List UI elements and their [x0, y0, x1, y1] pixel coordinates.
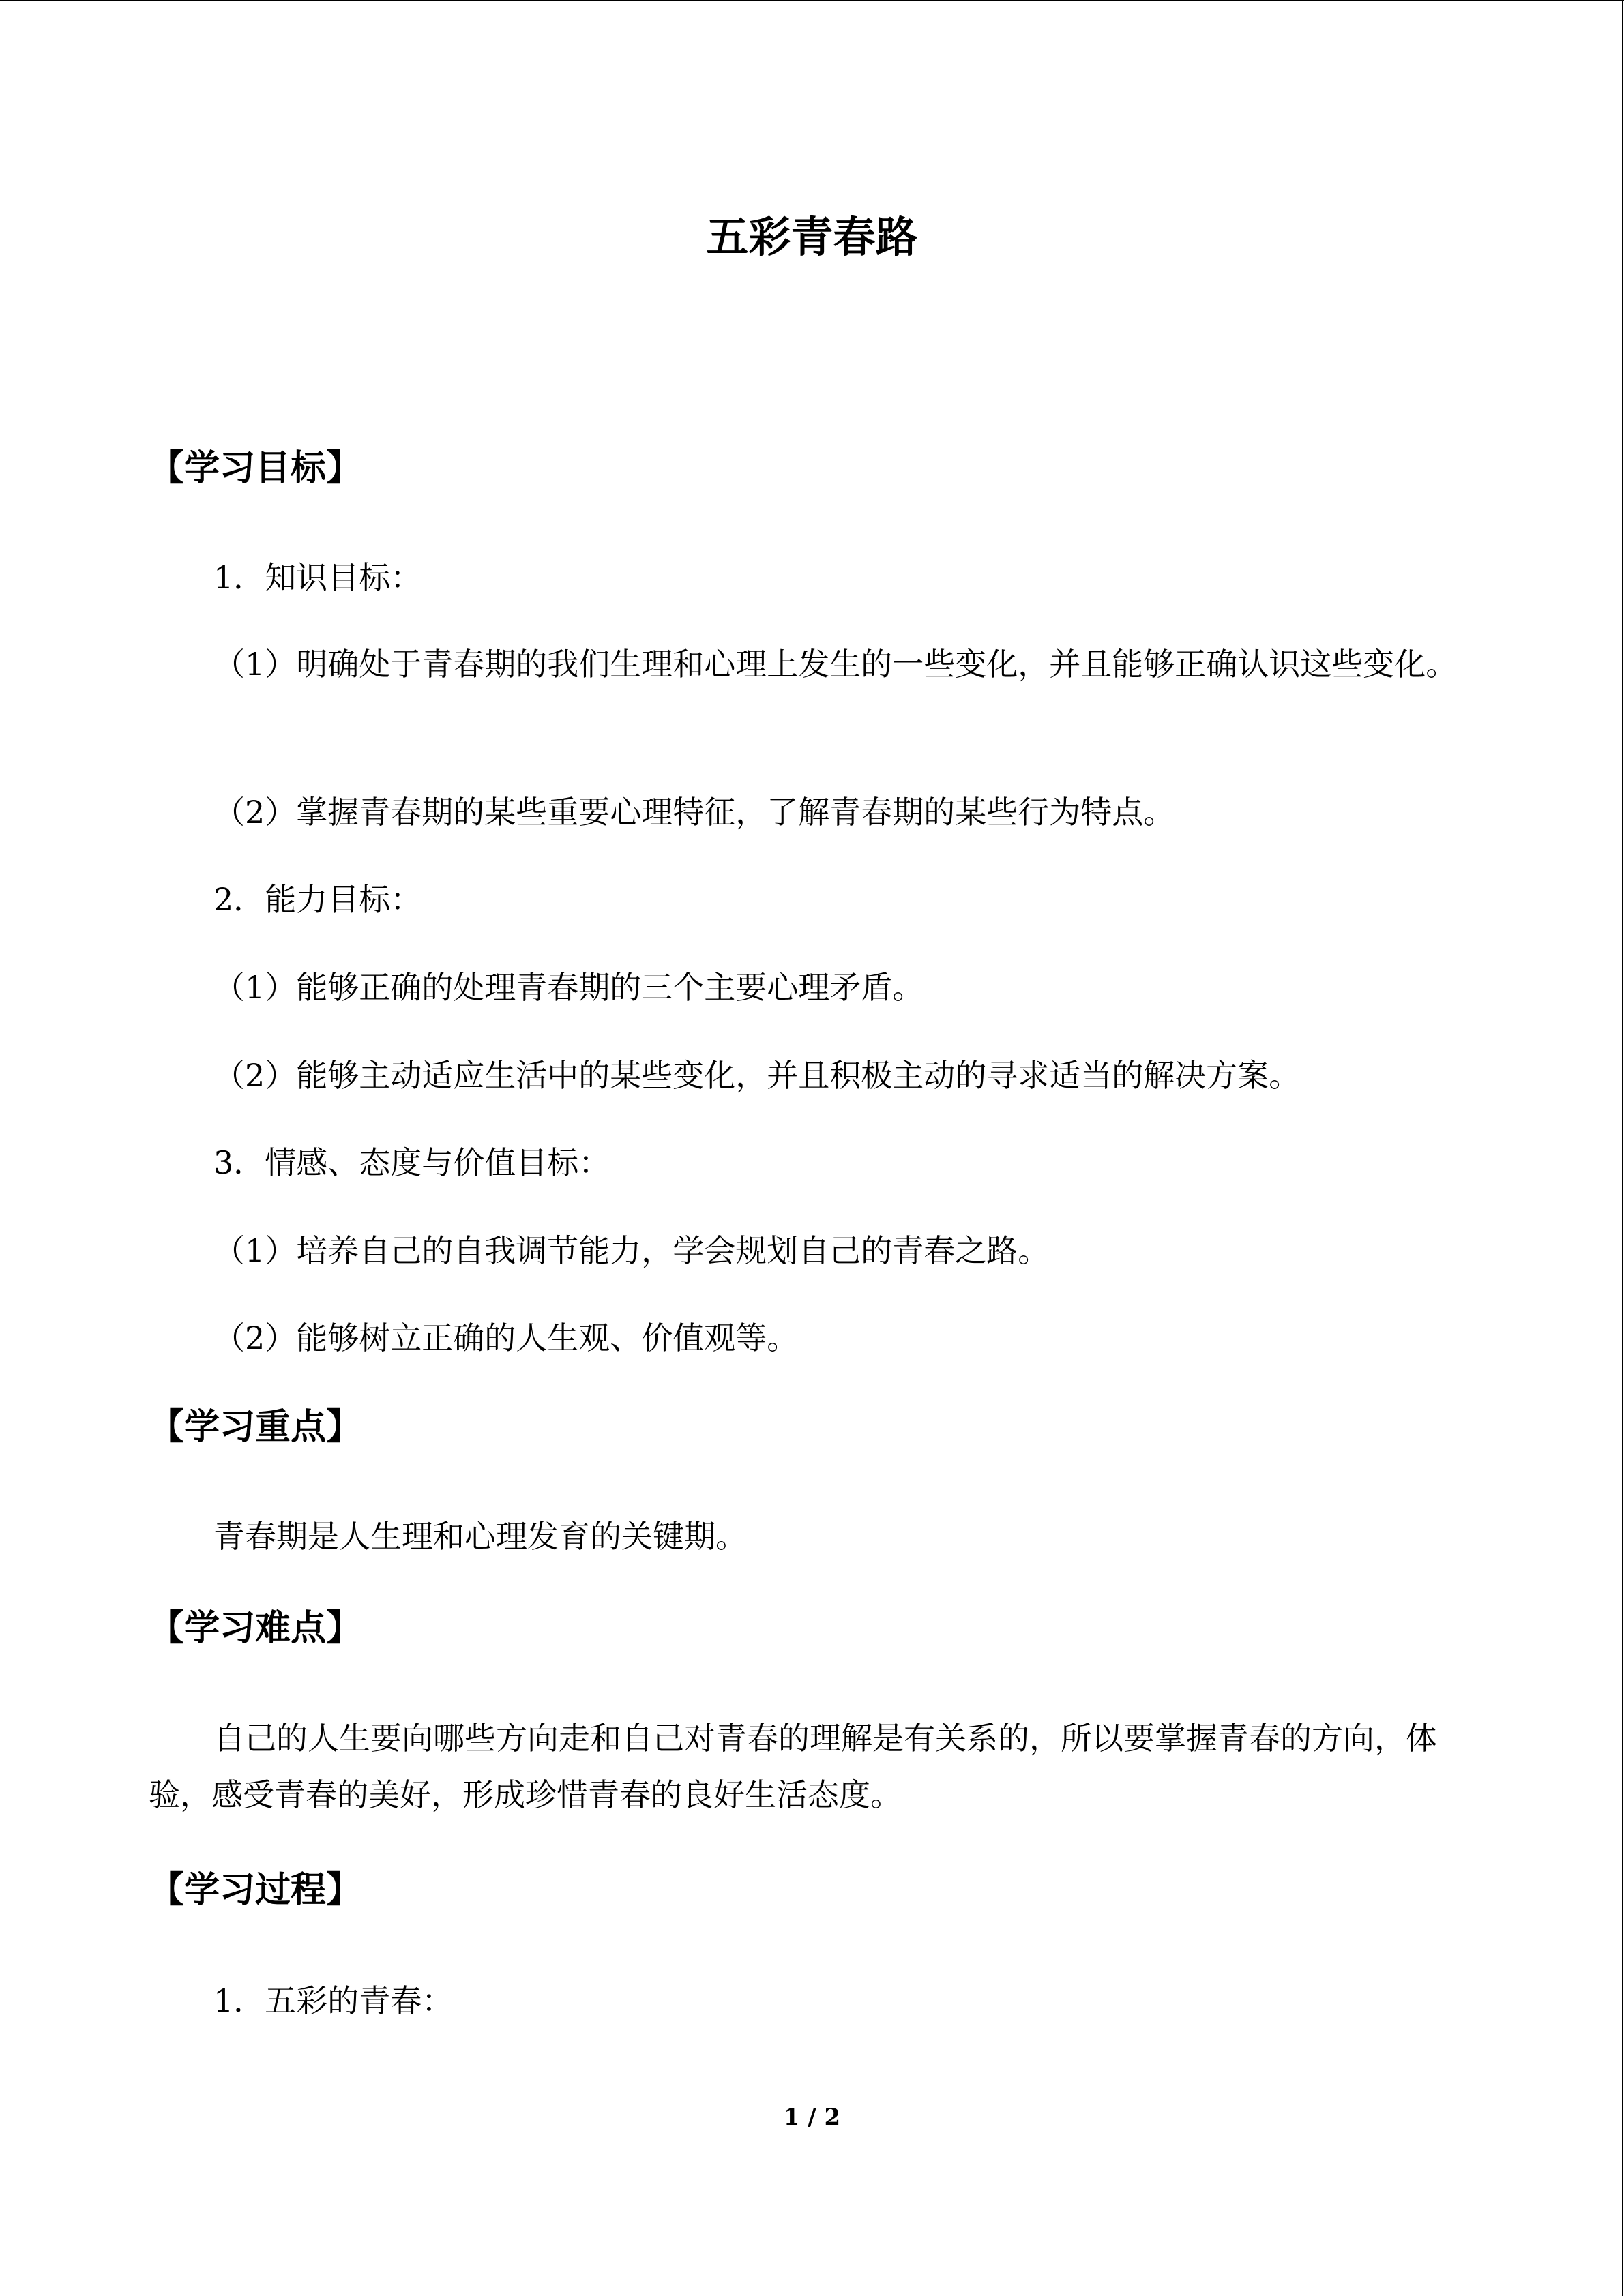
- difficulty-text: 自己的人生要向哪些方向走和自己对青春的理解是有关系的，所以要掌握青春的方向，体验，感受青春的美好，形成珍惜青春的良好生活态度。: [149, 1720, 1437, 1813]
- knowledge-objective-item-2: （2）掌握青春期的某些重要心理特征，了解青春期的某些行为特点。: [213, 794, 1175, 831]
- ability-objective-item-1: （1）能够正确的处理青春期的三个主要心理矛盾。: [213, 969, 924, 1006]
- ability-objective-item-2: （2）能够主动适应生活中的某些变化，并且积极主动的寻求适当的解决方案。: [213, 1057, 1301, 1094]
- difficulty-heading: 【学习难点】: [149, 1607, 362, 1649]
- top-border-line: [0, 0, 1624, 1]
- attitude-objective-item-2: （2）能够树立正确的人生观、价值观等。: [213, 1320, 799, 1356]
- knowledge-objective-label: 1．知识目标：: [213, 559, 422, 596]
- right-border-line: [1622, 0, 1623, 2296]
- document-title: 五彩青春路: [706, 212, 918, 262]
- objectives-heading: 【学习目标】: [149, 447, 362, 489]
- attitude-objective-label: 3．情感、态度与价值目标：: [213, 1144, 610, 1181]
- page-number: 1 / 2: [783, 2104, 841, 2131]
- attitude-objective-item-1: （1）培养自己的自我调节能力，学会规划自己的青春之路。: [213, 1232, 1050, 1269]
- keypoint-heading: 【学习重点】: [149, 1406, 362, 1448]
- keypoint-text: 青春期是人生理和心理发育的关键期。: [213, 1518, 747, 1555]
- process-heading: 【学习过程】: [149, 1869, 362, 1911]
- process-item-1: 1．五彩的青春：: [213, 1982, 454, 2019]
- knowledge-objective-item-1: （1）明确处于青春期的我们生理和心理上发生的一些变化，并且能够正确认识这些变化。: [213, 646, 1458, 683]
- ability-objective-label: 2．能力目标：: [213, 881, 422, 918]
